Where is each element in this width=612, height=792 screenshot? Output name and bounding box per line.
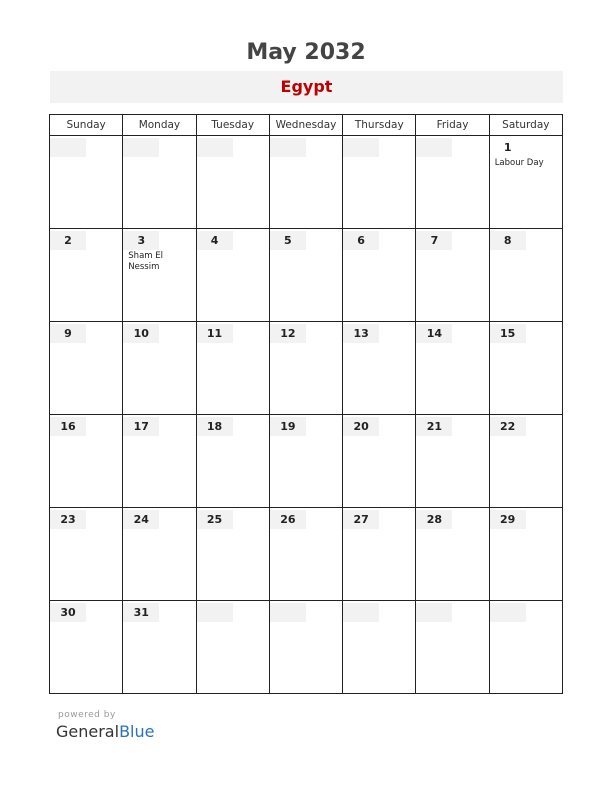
calendar-day-cell bbox=[123, 322, 196, 415]
weekday-header-row bbox=[50, 115, 563, 136]
day-number-text: 12 bbox=[280, 327, 296, 340]
day-number bbox=[343, 417, 379, 436]
calendar-day-cell bbox=[196, 601, 269, 694]
day-number bbox=[50, 603, 86, 622]
generalblue-logo[interactable] bbox=[56, 722, 154, 741]
day-number-text: 13 bbox=[353, 327, 369, 340]
day-number-text: 9 bbox=[64, 327, 72, 340]
calendar-day-cell bbox=[343, 601, 416, 694]
calendar-day-cell bbox=[123, 136, 196, 229]
day-number bbox=[343, 324, 379, 343]
weekday-tuesday: Tuesday bbox=[196, 115, 269, 136]
calendar-day-cell bbox=[269, 136, 342, 229]
day-number-text: 31 bbox=[133, 606, 149, 619]
day-number bbox=[270, 417, 306, 436]
day-number-text: 15 bbox=[500, 327, 516, 340]
calendar-week-row bbox=[50, 136, 563, 229]
day-number-text: 8 bbox=[503, 234, 512, 247]
day-number bbox=[490, 138, 526, 157]
day-number-text: 21 bbox=[426, 420, 443, 433]
calendar-day-cell bbox=[416, 508, 489, 601]
brand-part-blue: Blue bbox=[119, 722, 155, 741]
calendar-week-row bbox=[50, 229, 563, 322]
day-number bbox=[197, 417, 233, 436]
day-number-text: 1 bbox=[503, 141, 512, 154]
day-number bbox=[123, 231, 159, 250]
day-number bbox=[197, 510, 233, 529]
calendar-day-cell bbox=[123, 229, 196, 322]
day-number-text: 17 bbox=[133, 420, 149, 433]
calendar-day-cell bbox=[50, 136, 123, 229]
calendar-day-cell bbox=[50, 322, 123, 415]
day-number-text: 26 bbox=[280, 513, 296, 526]
day-number bbox=[123, 510, 159, 529]
day-number-text: 18 bbox=[206, 420, 223, 433]
calendar-week-row bbox=[50, 601, 563, 694]
day-number bbox=[490, 603, 526, 622]
day-number-text: 24 bbox=[133, 513, 149, 526]
day-number bbox=[416, 417, 452, 436]
day-number-text: 7 bbox=[430, 234, 439, 247]
calendar-title: May 2032 bbox=[246, 40, 366, 65]
day-number-text: 14 bbox=[426, 327, 443, 340]
calendar-day-cell bbox=[489, 322, 562, 415]
country-name: Egypt bbox=[280, 77, 333, 96]
day-number-text: 5 bbox=[284, 234, 292, 247]
day-number bbox=[270, 510, 306, 529]
calendar-day-cell bbox=[269, 229, 342, 322]
day-number bbox=[416, 324, 452, 343]
day-number-text: 29 bbox=[500, 513, 516, 526]
calendar-day-cell bbox=[196, 229, 269, 322]
day-number bbox=[270, 138, 306, 157]
day-number bbox=[343, 231, 379, 250]
day-number bbox=[50, 138, 86, 157]
calendar-day-cell bbox=[269, 601, 342, 694]
day-number bbox=[490, 510, 526, 529]
brand-part-general: General bbox=[56, 722, 120, 741]
calendar-day-cell bbox=[489, 229, 562, 322]
day-number bbox=[416, 138, 452, 157]
day-number bbox=[50, 417, 86, 436]
calendar-day-cell bbox=[416, 136, 489, 229]
day-number bbox=[197, 324, 233, 343]
calendar-day-cell bbox=[269, 322, 342, 415]
day-number-text: 6 bbox=[357, 234, 365, 247]
calendar-day-cell bbox=[50, 508, 123, 601]
day-number-text: 10 bbox=[133, 327, 149, 340]
day-number-text: 27 bbox=[353, 513, 369, 526]
day-number-text: 11 bbox=[206, 327, 223, 340]
powered-by-label: powered by bbox=[58, 710, 116, 720]
day-number bbox=[197, 603, 233, 622]
calendar-day-cell bbox=[343, 415, 416, 508]
calendar-day-cell bbox=[489, 136, 562, 229]
calendar-day-cell bbox=[196, 136, 269, 229]
calendar-day-cell bbox=[489, 415, 562, 508]
day-number bbox=[123, 324, 159, 343]
weekday-monday: Monday bbox=[123, 115, 196, 136]
calendar-day-cell bbox=[196, 508, 269, 601]
day-number bbox=[343, 138, 379, 157]
day-number bbox=[490, 324, 526, 343]
calendar-day-cell bbox=[50, 601, 123, 694]
day-number-text: 25 bbox=[206, 513, 223, 526]
day-number-text: 4 bbox=[210, 234, 219, 247]
calendar-day-cell bbox=[416, 322, 489, 415]
weekday-thursday: Thursday bbox=[343, 115, 416, 136]
day-number bbox=[416, 603, 452, 622]
calendar-day-cell bbox=[196, 322, 269, 415]
calendar-day-cell bbox=[343, 136, 416, 229]
calendar-day-cell bbox=[489, 508, 562, 601]
day-number bbox=[197, 138, 233, 157]
calendar-week-row bbox=[50, 508, 563, 601]
calendar-day-cell bbox=[416, 415, 489, 508]
weekday-sunday: Sunday bbox=[50, 115, 123, 136]
weekday-wednesday: Wednesday bbox=[269, 115, 342, 136]
calendar-day-cell bbox=[343, 508, 416, 601]
day-number-text: 30 bbox=[60, 606, 76, 619]
day-number-text: 20 bbox=[353, 420, 369, 433]
day-number bbox=[490, 417, 526, 436]
day-number bbox=[270, 324, 306, 343]
calendar-week-row bbox=[50, 322, 563, 415]
calendar-day-cell bbox=[196, 415, 269, 508]
weekday-saturday: Saturday bbox=[489, 115, 562, 136]
day-number bbox=[416, 231, 452, 250]
day-number bbox=[490, 231, 526, 250]
calendar-day-cell bbox=[343, 322, 416, 415]
day-number-text: 19 bbox=[280, 420, 296, 433]
day-number-text: 3 bbox=[137, 234, 146, 247]
country-banner bbox=[50, 71, 563, 103]
day-number bbox=[197, 231, 233, 250]
calendar-day-cell bbox=[489, 601, 562, 694]
day-number bbox=[50, 510, 86, 529]
day-number bbox=[123, 138, 159, 157]
calendar-day-cell bbox=[123, 508, 196, 601]
day-number-text: 16 bbox=[60, 420, 76, 433]
calendar-day-cell bbox=[123, 415, 196, 508]
calendar-day-cell bbox=[269, 508, 342, 601]
day-number bbox=[123, 417, 159, 436]
calendar-day-cell bbox=[123, 601, 196, 694]
day-number bbox=[416, 510, 452, 529]
calendar-grid bbox=[49, 114, 563, 694]
day-number-text: 2 bbox=[64, 234, 72, 247]
weekday-friday: Friday bbox=[416, 115, 489, 136]
calendar-day-cell bbox=[343, 229, 416, 322]
calendar-day-cell bbox=[50, 415, 123, 508]
calendar-day-cell bbox=[416, 601, 489, 694]
holiday-label: Sham El Nessim bbox=[128, 251, 163, 272]
day-number bbox=[343, 603, 379, 622]
day-number bbox=[270, 231, 306, 250]
day-number-text: 28 bbox=[426, 513, 443, 526]
day-number-text: 22 bbox=[500, 420, 516, 433]
calendar-day-cell bbox=[269, 415, 342, 508]
holiday-label: Labour Day bbox=[494, 158, 544, 168]
calendar-week-row bbox=[50, 415, 563, 508]
day-number-text: 23 bbox=[60, 513, 76, 526]
day-number bbox=[343, 510, 379, 529]
calendar-day-cell bbox=[416, 229, 489, 322]
calendar-day-cell bbox=[50, 229, 123, 322]
day-number bbox=[270, 603, 306, 622]
day-number bbox=[50, 231, 86, 250]
day-number bbox=[123, 603, 159, 622]
day-number bbox=[50, 324, 86, 343]
